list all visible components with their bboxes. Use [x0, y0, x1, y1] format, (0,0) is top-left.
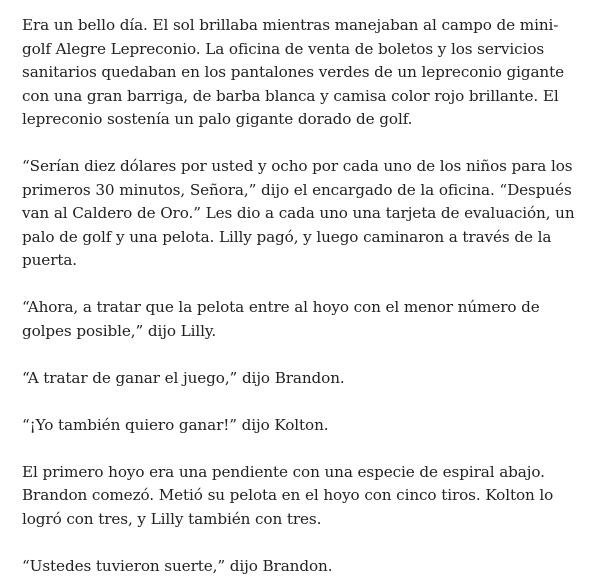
paragraph-first-hole: El primero hoyo era una pendiente con una especie de espiral abajo. Brandon comezó. Metió su pelota en el hoyo con cinco tiros. Kolton lo logró con tres, y Lilly también con tres. — [22, 461, 584, 532]
story-text — [22, 14, 584, 578]
paragraph-brandon-win: “A tratar de ganar el juego,” dijo Brandon. — [22, 367, 584, 391]
paragraph-intro: Era un bello día. El sol brillaba mientras manejaban al campo de mini-golf Alegre Lepreconio. La oficina de venta de boletos y los servicios sanitarios quedaban en los pantalones verdes de un lepreconio gigante con una gran barriga, de barba blanca y camisa color rojo brillante. El lepreconio sostenía un palo gigante dorado de golf. — [22, 14, 584, 132]
paragraph-kolton-win: “¡Yo también quiero ganar!” dijo Kolton. — [22, 414, 584, 438]
paragraph-lilly-instructions: “Ahora, a tratar que la pelota entre al hoyo con el menor número de golpes posible,” dijo Lilly. — [22, 296, 584, 343]
paragraph-ticket-office: “Serían diez dólares por usted y ocho por cada uno de los niños para los primeros 30 minutos, Señora,” dijo el encargado de la oficina. “Después van al Caldero de Oro.” Les dio a cada uno una tarjeta de evaluación, un palo de golf y una pelota. Lilly pagó, y luego caminaron a través de la puerta. — [22, 155, 584, 273]
paragraph-luck: “Ustedes tuvieron suerte,” dijo Brandon. — [22, 555, 584, 578]
